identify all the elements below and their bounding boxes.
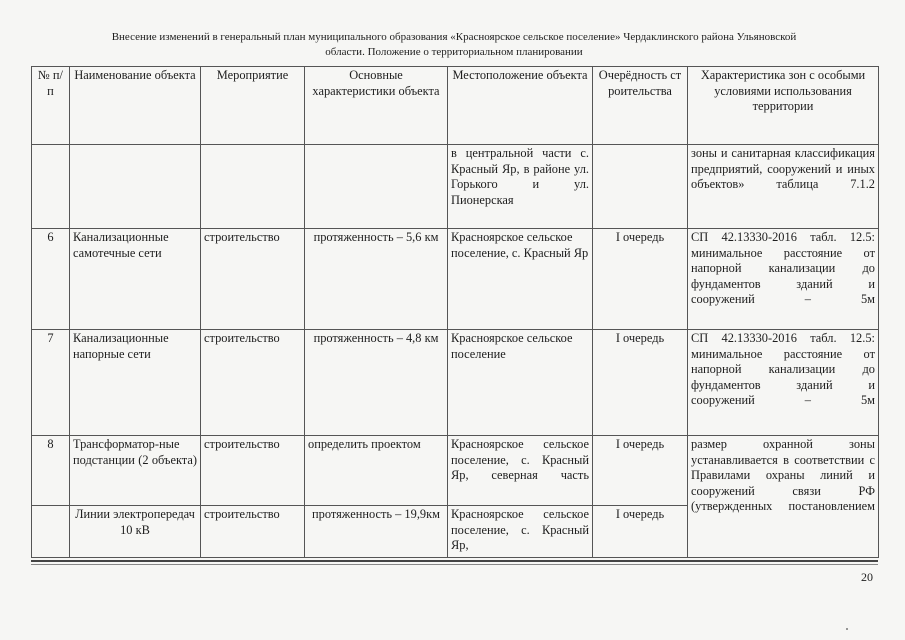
cell-characteristics: протяженность – 5,6 км [305, 229, 448, 330]
cell-order [593, 145, 688, 229]
page-header [20, 30, 888, 60]
page-number: 20 [861, 570, 873, 584]
col-header-location: Местоположение объекта [448, 67, 593, 145]
cell-name: Трансформатор-ные подстанции (2 объекта) [70, 436, 201, 506]
cell-zones: СП 42.13330-2016 табл. 12.5: минимальное расстояние от напорной канализации до фундаментов зданий и сооружений – 5м [688, 229, 879, 330]
col-header-zones: Характеристика зон с особыми условиями использования территории [688, 67, 879, 145]
col-header-action: Мероприятие [201, 67, 305, 145]
scan-speck [846, 628, 848, 630]
cell-num [32, 145, 70, 229]
cell-order: I очередь [593, 330, 688, 436]
cell-location: Красноярское сельское поселение, с. Красный Яр, [448, 506, 593, 558]
cell-name: Канализационные самотечные сети [70, 229, 201, 330]
cell-action: строительство [201, 436, 305, 506]
cell-zones: размер охранной зоны устанавливается в соответствии с Правилами охраны линий и сооружений связи РФ (утвержденных постановлением [688, 436, 879, 558]
col-header-order: Очерёдность строительства [593, 67, 688, 145]
cell-location: в центральной части с. Красный Яр, в районе ул. Горького и ул. Пионерская [448, 145, 593, 229]
cell-location: Красноярское сельское поселение, с. Красный Яр [448, 229, 593, 330]
cell-num: 8 [32, 436, 70, 506]
table-row [32, 330, 879, 436]
col-header-name: Наименование объекта [70, 67, 201, 145]
footer-rule [31, 560, 878, 562]
table-row [32, 145, 879, 229]
col-header-characteristics: Основные характеристики объекта [305, 67, 448, 145]
cell-num: 6 [32, 229, 70, 330]
table-row [32, 436, 879, 506]
table-header-row [32, 67, 879, 145]
cell-location: Красноярское сельское поселение, с. Красный Яр, северная часть [448, 436, 593, 506]
cell-characteristics: протяженность – 19,9км [305, 506, 448, 558]
cell-name [70, 145, 201, 229]
cell-location: Красноярское сельское поселение [448, 330, 593, 436]
cell-action: строительство [201, 330, 305, 436]
cell-order: I очередь [593, 229, 688, 330]
objects-table [31, 66, 879, 558]
cell-zones: СП 42.13330-2016 табл. 12.5: минимальное расстояние от напорной канализации до фундаментов зданий и сооружений – 5м [688, 330, 879, 436]
cell-zones: зоны и санитарная классификация предприятий, сооружений и иных объектов» таблица 7.1.2 [688, 145, 879, 229]
cell-order: I очередь [593, 506, 688, 558]
cell-action: строительство [201, 506, 305, 558]
footer-rule-thin [31, 564, 878, 565]
cell-action: строительство [201, 229, 305, 330]
cell-name: Канализационные напорные сети [70, 330, 201, 436]
cell-characteristics: протяженность – 4,8 км [305, 330, 448, 436]
col-header-num: № п/п [32, 67, 70, 145]
cell-num [32, 506, 70, 558]
cell-action [201, 145, 305, 229]
cell-num: 7 [32, 330, 70, 436]
cell-name: Линии электропередач 10 кВ [70, 506, 201, 558]
header-line-1: Внесение изменений в генеральный план муниципального образования «Красноярское сельское поселение» Чердаклинского района Ульяновской [111, 31, 797, 43]
cell-characteristics: определить проектом [305, 436, 448, 506]
cell-order: I очередь [593, 436, 688, 506]
table-row [32, 229, 879, 330]
cell-characteristics [305, 145, 448, 229]
header-line-2: области. Положение о территориальном планировании [325, 46, 583, 58]
